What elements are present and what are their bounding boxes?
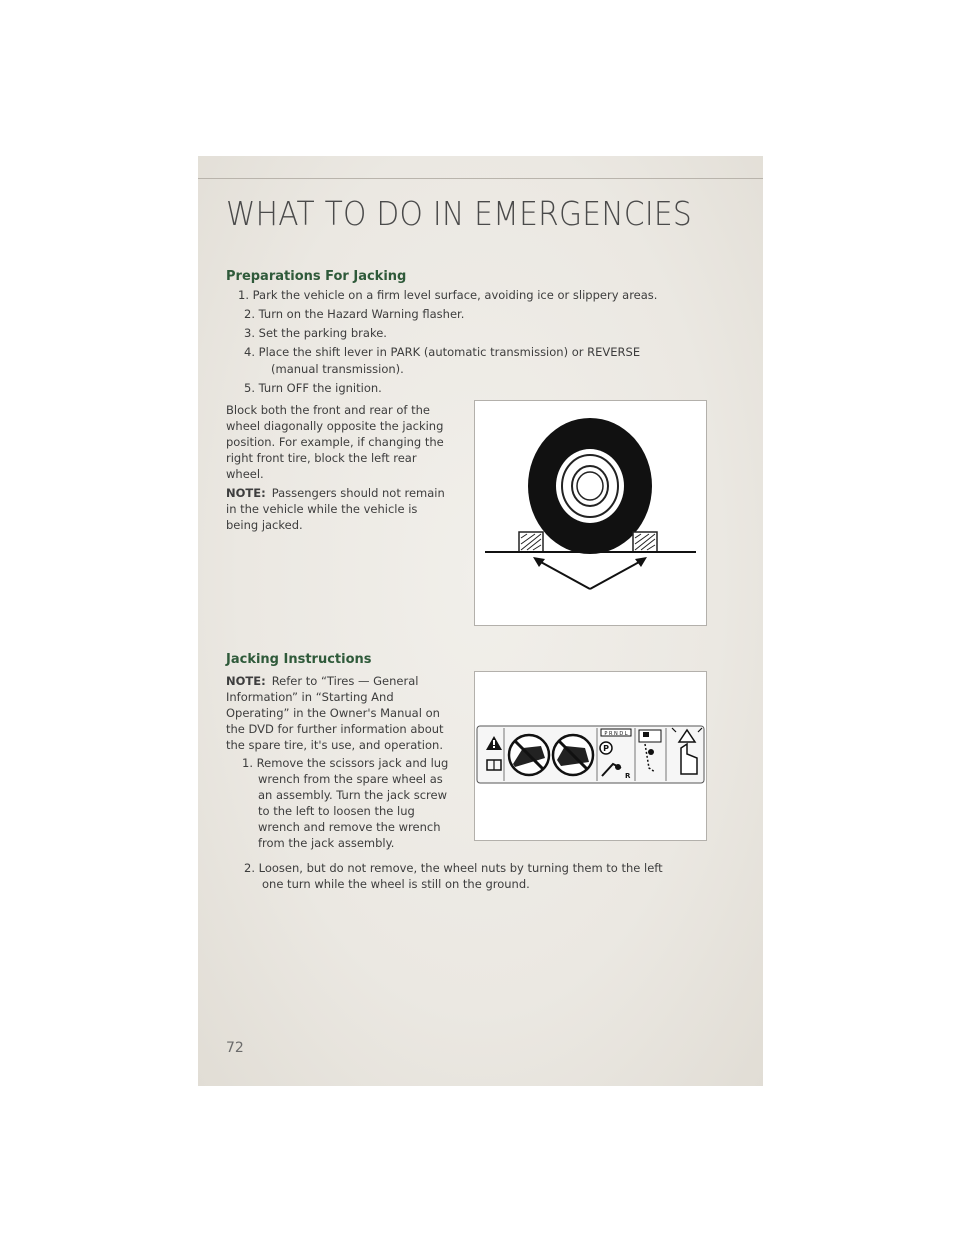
indicator-arrows-icon: [539, 561, 641, 589]
prep-step-1: 1. Park the vehicle on a firm level surface, avoiding ice or slippery areas.: [238, 288, 658, 302]
preparations-heading: Preparations For Jacking: [226, 269, 407, 284]
wheel-block-figure: [474, 400, 707, 626]
svg-text:R: R: [625, 772, 631, 780]
block-wheel-paragraph: Block both the front and rear of the wheel diagonally opposite the jacking position. For example, if changing the right front tire, block the left rear wheel.: [226, 403, 444, 481]
svg-text:P: P: [603, 744, 609, 753]
header-rule: [198, 178, 763, 179]
prep-step-5: 5. Turn OFF the ignition.: [244, 381, 382, 395]
page-number: 72: [226, 1040, 244, 1056]
wheel-block-illustration: [475, 401, 706, 625]
no-engine-running-icon: [553, 735, 593, 775]
jacking-heading: Jacking Instructions: [226, 652, 372, 667]
prep-step-4: 4. Place the shift lever in PARK (automatic transmission) or REVERSE: [244, 345, 641, 359]
no-person-under-vehicle-icon: [509, 735, 549, 775]
svg-text:P R N D L: P R N D L: [604, 731, 628, 737]
jack-warning-label-figure: [474, 671, 707, 841]
prep-step-2: 2. Turn on the Hazard Warning flasher.: [244, 307, 465, 321]
prep-step-4-cont: (manual transmission).: [271, 362, 404, 376]
passenger-note: NOTE: Passengers should not remain in the vehicle while the vehicle is being jacked.: [226, 486, 445, 532]
tires-reference-note: NOTE: Refer to “Tires — General Information” in “Starting And Operating” in the Owner's Manual on the DVD for further information about the spare tire, it's use, and operation.: [226, 674, 444, 752]
chapter-title: WHAT TO DO IN EMERGENCIES: [226, 194, 693, 233]
wheel-chock-left-icon: [519, 532, 543, 552]
prep-step-3: 3. Set the parking brake.: [244, 326, 387, 340]
manual-page: [198, 156, 763, 1086]
jack-step-1: 1. Remove the scissors jack and lug wrench from the spare wheel as an assembly. Turn the jack screw to the left to loosen the lug wrench and remove the wrench from the jack assembly.: [242, 756, 449, 850]
jack-step-2: 2. Loosen, but do not remove, the wheel nuts by turning them to the left one turn while the wheel is still on the ground.: [244, 861, 663, 891]
wheel-chock-right-icon: [633, 532, 657, 552]
warning-label-illustration: [475, 672, 706, 840]
